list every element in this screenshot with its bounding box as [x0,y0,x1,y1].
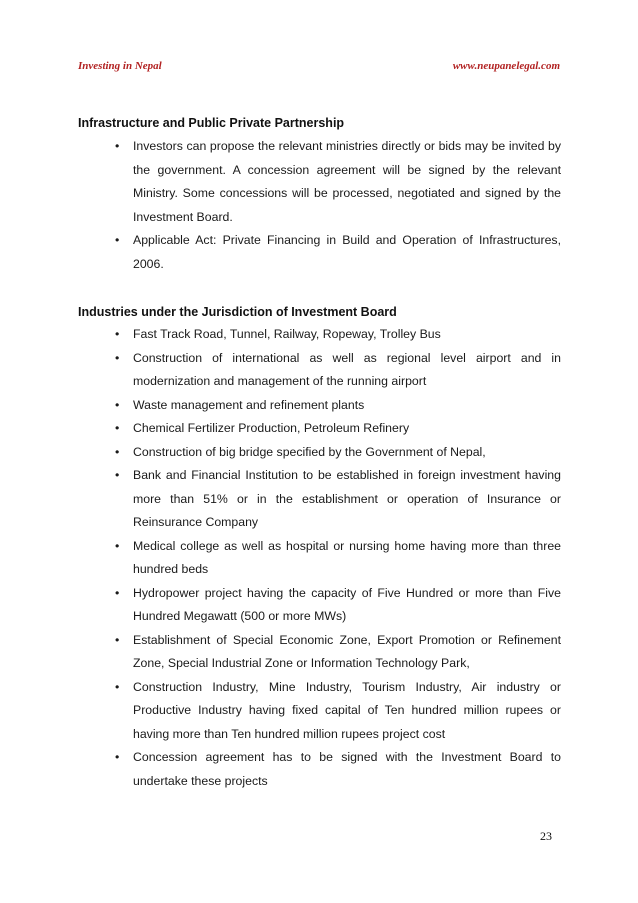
page-number: 23 [540,829,552,843]
bullet-icon: • [115,233,120,247]
bullet-icon: • [115,585,120,600]
list-item-text: Construction of international as well as regional level airport and in modernization and management of the running airport [133,350,561,388]
infrastructure-bullet-list [115,135,561,276]
list-item [115,323,561,347]
list-item-text: Establishment of Special Economic Zone, Export Promotion or Refinement Zone, Special Industrial Zone or Information Technology Park, [133,632,561,670]
list-item [115,582,561,629]
list-item [115,417,561,441]
list-item-text: Hydropower project having the capacity of Five Hundred or more than Five Hundred Megawatt (500 or more MWs) [133,585,561,623]
list-item [115,441,561,465]
bullet-icon: • [115,350,120,365]
list-item-text: Medical college as well as hospital or nursing home having more than three hundred beds [133,538,561,576]
industries-bullet-list [115,323,561,793]
list-item [115,394,561,418]
header-title: Investing in Nepal [78,60,162,72]
list-item [115,464,561,535]
bullet-icon: • [115,468,120,482]
list-item-text: Applicable Act: Private Financing in Build and Operation of Infrastructures, 2006. [133,233,561,271]
bullet-icon: • [115,421,120,435]
list-item [115,229,561,276]
list-item-text: Chemical Fertilizer Production, Petroleum Refinery [133,421,410,435]
bullet-icon: • [115,397,120,412]
list-item-text: Waste management and refinement plants [133,397,365,412]
list-item-text: Bank and Financial Institution to be established in foreign investment having more than 51% or in the establishment or operation of Insurance or Reinsurance Company [133,468,561,529]
bullet-icon: • [115,538,120,553]
bullet-icon: • [115,632,120,647]
list-item [115,347,561,394]
bullet-icon: • [115,679,120,694]
list-item-text: Construction of big bridge specified by the Government of Nepal, [133,444,486,459]
list-item [115,535,561,582]
list-item-text: Concession agreement has to be signed with the Investment Board to undertake these projects [133,750,561,788]
list-item [115,676,561,747]
list-item [115,135,561,229]
header-website: www.neupanelegal.com [452,60,560,72]
list-item [115,746,561,793]
list-item-text: Investors can propose the relevant ministries directly or bids may be invited by the government. A concession agreement will be signed by the relevant Ministry. Some concessions will be processed, negotiated and signed by the Investment Board. [133,139,561,224]
bullet-icon: • [115,327,120,341]
list-item-text: Fast Track Road, Tunnel, Railway, Ropeway, Trolley Bus [133,327,441,341]
section-title-infrastructure: Infrastructure and Public Private Partnership [78,116,345,130]
list-item [115,629,561,676]
section-title-industries: Industries under the Jurisdiction of Investment Board [78,305,397,319]
bullet-icon: • [115,444,120,459]
list-item-text: Construction Industry, Mine Industry, Tourism Industry, Air industry or Productive Industry having fixed capital of Ten hundred million rupees or having more than Ten hundred million rupees project cost [133,679,561,741]
bullet-icon: • [115,750,120,764]
bullet-icon: • [115,139,120,153]
